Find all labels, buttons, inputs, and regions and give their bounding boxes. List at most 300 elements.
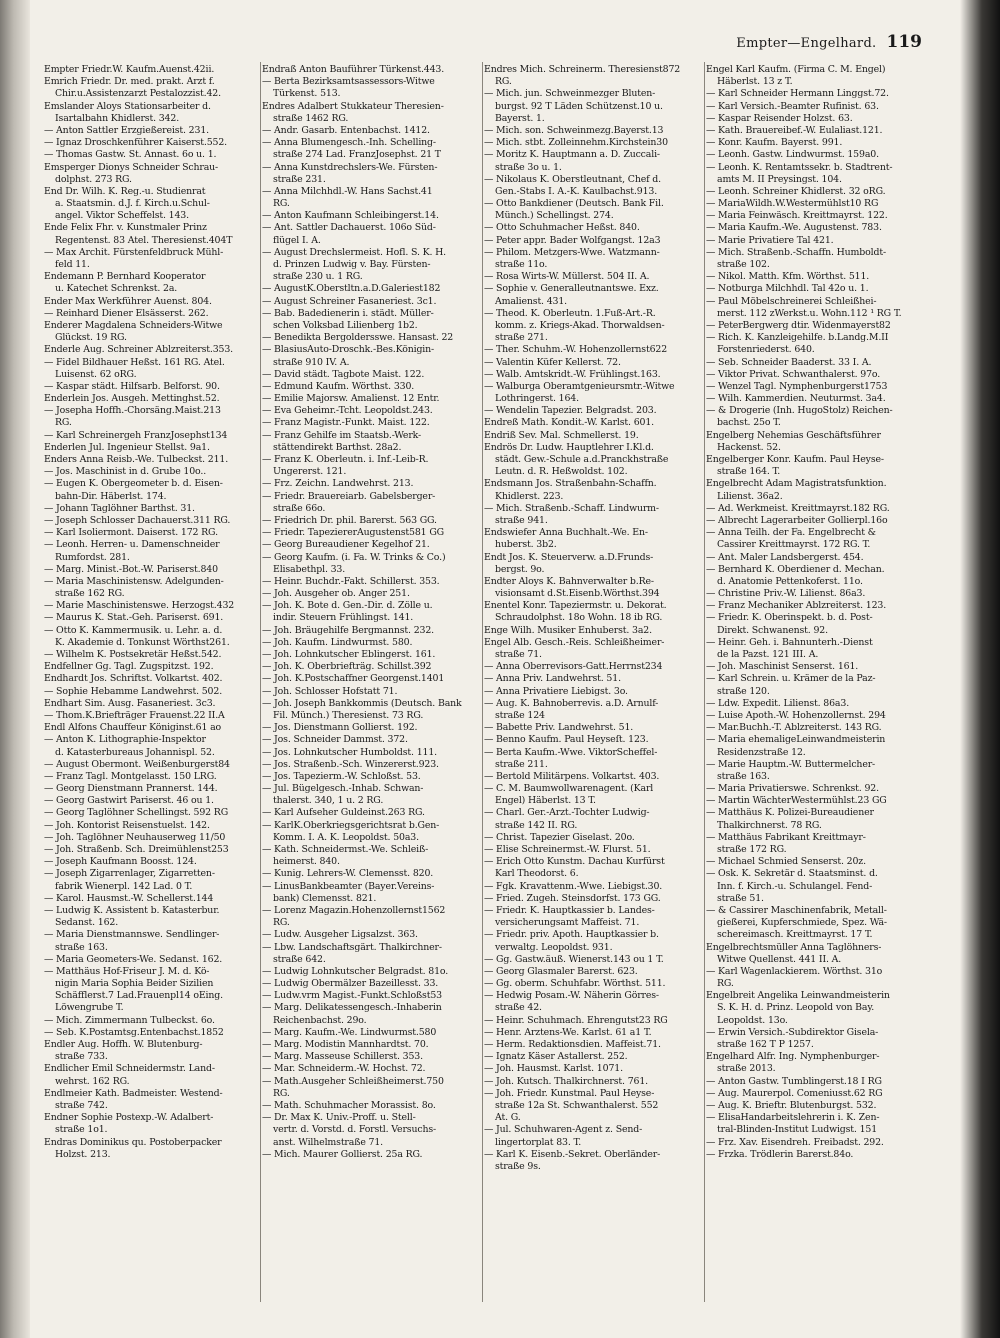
sub-entry: — Georg Bureaudiener Kegelhof 21.	[262, 539, 430, 551]
entry-continuation: straße 71.	[495, 649, 542, 660]
sub-entry: — Ant. Sattler Dachauerst. 106o Süd-	[262, 222, 436, 234]
sub-entry: — Marg. Minist.-Bot.-W. Pariserst.840	[44, 563, 218, 575]
sub-entry: — Marie Hauptm.-W. Buttermelcher-	[706, 758, 876, 770]
entry-continuation: Glückst. 19 RG.	[55, 332, 127, 344]
page-edge-shadow	[960, 0, 1000, 1338]
sub-entry: — Otto K. Kammermusik. u. Lehr. a. d.	[44, 624, 223, 636]
surname-entry: Emrich Friedr. Dr. med. prakt. Arzt f.	[44, 76, 215, 88]
surname-entry: Endrös Dr. Ludw. Hauptlehrer I.Kl.d.	[484, 441, 654, 453]
sub-entry: — Fidel Bildhauer Heßst. 161 RG. Atel.	[44, 356, 225, 368]
entry-continuation: Leopoldst. 13o.	[717, 1014, 788, 1026]
sub-entry: — Thomas Gastw. St. Annast. 6o u. 1.	[44, 149, 217, 161]
sub-entry: — Maria Kaufm.-We. Augustenst. 783.	[706, 222, 882, 234]
sub-entry: — Frz. Xav. Eisendreh. Freibadst. 292.	[706, 1136, 884, 1148]
entry-continuation: dolphst. 273 RG.	[55, 173, 132, 185]
entry-continuation: straße 941.	[495, 514, 548, 526]
entry-continuation: feld 11.	[55, 259, 90, 270]
surname-entry: Endres Mich. Schreinerm. Theresienst872	[484, 64, 681, 75]
sub-entry: — Bab. Badedienerin i. städt. Müller-	[262, 307, 434, 319]
entry-continuation: Hackenst. 52.	[717, 441, 781, 453]
entry-continuation: gießerei, Kupferschmiede, Spez. Wä-	[717, 917, 887, 929]
sub-entry: — Anton K. Lithographie-Inspektor	[44, 734, 206, 746]
sub-entry: — Mich. Maurer Gollierst. 25a RG.	[262, 1148, 423, 1160]
sub-entry: — Viktor Privat. Schwanthalerst. 97o.	[706, 368, 881, 380]
sub-entry: — Anna Privatiere Liebigst. 3o.	[484, 685, 628, 697]
entry-continuation: straße 51.	[717, 892, 764, 904]
page-number: 119	[886, 32, 922, 52]
entry-continuation: huberst. 3b2.	[495, 539, 557, 551]
entry-continuation: Schraudolphst. 18o Wohn. 18 ib RG.	[495, 612, 663, 624]
surname-entry: Endsmann Jos. Straßenbahn-Schaffn.	[484, 478, 657, 490]
sub-entry: — Jos. Lohnkutscher Humboldst. 111.	[262, 746, 437, 758]
entry-continuation: straße 910 IV. A.	[273, 356, 350, 368]
sub-entry: — Ignatz Käser Astallerst. 252.	[484, 1051, 628, 1063]
sub-entry: — Kaspar städt. Hilfsarb. Belforst. 90.	[44, 380, 220, 392]
sub-entry: — Luise Apoth.-W. Hohenzollernst. 294	[706, 709, 886, 721]
surname-entry: Endhardt Jos. Schriftst. Volkartst. 402.	[44, 673, 223, 685]
sub-entry: — Mar. Schneiderm.-W. Hochst. 72.	[262, 1063, 426, 1075]
sub-entry: — Karl Schrein. u. Krämer de la Paz-	[706, 673, 876, 685]
sub-entry: — Karl Wagenlackierem. Wörthst. 31o	[706, 965, 883, 977]
sub-entry: — Peter appr. Bader Wolfgangst. 12a3	[484, 234, 661, 246]
sub-entry: — Joh. Straßenb. Sch. Dreimühlenst253	[44, 844, 229, 855]
entry-continuation: bergst. 9o.	[495, 563, 545, 575]
sub-entry: — Joh. Kaufm. Lindwurmst. 580.	[262, 636, 413, 648]
sub-entry: — Frz. Zeichn. Landwehrst. 213.	[262, 478, 414, 490]
entry-continuation: schen Volksbad Lilienberg 1b2.	[273, 319, 418, 331]
sub-entry: — Jos. Maschinist in d. Grube 10o..	[44, 466, 207, 478]
surname-entry: End Dr. Wilh. K. Reg.-u. Studienrat	[44, 185, 206, 197]
sub-entry: — Ludwig Obermälzer Bazeillesst. 33.	[262, 978, 439, 990]
entry-continuation: bank) Clemensst. 821.	[273, 892, 377, 904]
sub-entry: — Math.Ausgeher Schleißheimerst.750	[262, 1075, 444, 1087]
entry-continuation: straße 42.	[495, 1002, 542, 1014]
surname-entry: Endlmeier Kath. Badmeister. Westend-	[44, 1087, 223, 1099]
sub-entry: — Moritz K. Hauptmann a. D. Zuccali-	[484, 149, 660, 161]
sub-entry: — Emilie Majorsw. Amalienst. 12 Entr.	[262, 393, 440, 405]
surname-entry: Enderle Aug. Schreiner Ablzreiterst.353.	[44, 344, 233, 356]
entry-continuation: Ungererst. 121.	[273, 466, 347, 478]
sub-entry: — Dr. Max K. Univ.-Proff. u. Stell-	[262, 1112, 416, 1124]
sub-entry: — Marg. Delikatessengesch.-Inhaberin	[262, 1002, 442, 1014]
sub-entry: — Jos. Straßenb.-Sch. Winzererst.923.	[262, 758, 439, 770]
sub-entry: — August Obermont. Weißenburgerst84	[44, 758, 230, 770]
sub-entry: — Friedrich Dr. phil. Barerst. 563 GG.	[262, 514, 437, 526]
sub-entry: — Fgk. Kravattenm.-Wwe. Liebigst.30.	[484, 880, 663, 892]
sub-entry: — Joh. Friedr. Kunstmal. Paul Heyse-	[484, 1087, 655, 1099]
sub-entry: — Joh. Taglöhner Neuhauserweg 11/50	[44, 831, 226, 843]
sub-entry: — Karl Schneider Hermann Linggst.72.	[706, 88, 889, 100]
entry-continuation: de la Pazst. 121 III. A.	[717, 649, 819, 660]
sub-entry: — MariaWildh.W.Westermühlst10 RG	[706, 198, 879, 210]
entry-continuation: straße 124	[495, 709, 545, 721]
surname-entry: Endfellner Gg. Tagl. Zugspitzst. 192.	[44, 661, 214, 673]
surname-entry: Engelbrechtsmüller Anna Taglöhners-	[706, 941, 882, 953]
sub-entry: — Fried. Zugeh. Steinsdorfst. 173 GG.	[484, 892, 661, 904]
surname-entry: Engelbreit Angelika Leinwandmeisterin	[706, 990, 890, 1002]
sub-entry: — Eva Geheimr.-Tcht. Leopoldst.243.	[262, 405, 433, 417]
sub-entry: — Reinhard Diener Elsässerst. 262.	[44, 307, 209, 319]
sub-entry: — Friedr. TapeziererAugustenst581 GG	[262, 527, 445, 539]
surname-entry: Emslander Aloys Stationsarbeiter d.	[44, 100, 211, 112]
sub-entry: — Franz Magistr.-Funkt. Maist. 122.	[262, 417, 430, 429]
entry-continuation: Direkt. Schwanenst. 92.	[717, 624, 828, 636]
sub-entry: — Heinr. Buchdr.-Fakt. Schillerst. 353.	[262, 575, 440, 587]
sub-entry: — Karl Aufseher Guldeinst.263 RG.	[262, 807, 425, 819]
sub-entry: — Georg Kaufm. (i. Fa. W. Trinks & Co.)	[262, 551, 446, 563]
sub-entry: — Josepha Hoffh.-Chorsäng.Maist.213	[44, 405, 221, 417]
entry-continuation: straße 12a St. Schwanthalerst. 552	[495, 1099, 659, 1111]
sub-entry: — C. M. Baumwollwarenagent. (Karl	[484, 783, 654, 795]
sub-entry: — Heinr. Geh. i. Bahnunterh.-Dienst	[706, 636, 873, 648]
sub-entry: — Walburga Oberamtgenieursmtr.-Witwe	[484, 380, 675, 392]
directory-column-3	[484, 64, 702, 1294]
sub-entry: — Georg Dienstmann Prannerst. 144.	[44, 783, 218, 795]
entry-continuation: Elisabethpl. 33.	[273, 563, 346, 575]
entry-continuation: Residenzstraße 12.	[717, 746, 806, 758]
sub-entry: — Georg Glasmaler Barerst. 623.	[484, 965, 638, 977]
surname-entry: Endlicher Emil Schneidermstr. Land-	[44, 1063, 215, 1075]
entry-continuation: visionsamt d.St.Eisenb.Wörthst.394	[495, 588, 660, 600]
entry-continuation: Fil. Münch.) Theresienst. 73 RG.	[273, 709, 424, 721]
sub-entry: — Franz K. Oberleutn. i. Inf.-Leib-R.	[262, 454, 429, 465]
surname-entry: Endler Aug. Hoffh. W. Blutenburg-	[44, 1039, 203, 1050]
entry-continuation: RG.	[495, 76, 512, 88]
directory-column-2	[262, 64, 480, 1294]
surname-entry: Endswiefer Anna Buchhalt.-We. En-	[484, 527, 648, 539]
sub-entry: — Wenzel Tagl. Nymphenburgerst1753	[706, 380, 888, 392]
sub-entry: — Anna Teilh. der Fa. Engelbrecht &	[706, 527, 876, 539]
entry-continuation: straße 102.	[717, 259, 770, 270]
sub-entry: — Joh. K.Postschaffner Georgenst.1401	[262, 673, 445, 685]
sub-entry: — Seb. K.Postamtsg.Entenbachst.1852	[44, 1026, 224, 1038]
sub-entry: — Mich. jun. Schweinmezger Bluten-	[484, 88, 656, 100]
entry-continuation: Lilienst. 36a2.	[717, 490, 783, 502]
sub-entry: — Joh. Ausgeher ob. Anger 251.	[262, 588, 410, 600]
sub-entry: — Joh. K. Bote d. Gen.-Dir. d. Zölle u.	[262, 600, 433, 612]
entry-continuation: bahn-Dir. Häberlst. 174.	[55, 490, 167, 502]
sub-entry: — Mich. Straßenb.-Schaff. Lindwurm-	[484, 502, 659, 514]
surname-entry: Enderer Magdalena Schneiders-Witwe	[44, 319, 223, 331]
surname-entry: Ender Max Werkführer Auenst. 804.	[44, 295, 212, 307]
sub-entry: — Max Archit. Fürstenfeldbruck Mühl-	[44, 246, 224, 258]
sub-entry: — Mich. son. Schweinmezg.Bayerst.13	[484, 124, 664, 136]
sub-entry: — KarlK.Oberkriegsgerichtsrat b.Gen-	[262, 819, 440, 831]
sub-entry: — Jos. Schneider Dammst. 372.	[262, 734, 408, 746]
sub-entry: — Wilh. Kammerdien. Neuturmst. 3a4.	[706, 393, 886, 405]
entry-continuation: fabrik Wienerpl. 142 Lad. 0 T.	[55, 880, 193, 892]
sub-entry: — Leonh. Schreiner Khidlerst. 32 oRG.	[706, 185, 886, 197]
sub-entry: — Sophie Hebamme Landwehrst. 502.	[44, 685, 223, 697]
sub-entry: — Ant. Maler Landsbergerst. 454.	[706, 551, 864, 563]
sub-entry: — Joh. Bräugehilfe Bergmannst. 232.	[262, 624, 434, 636]
sub-entry: — Maurus K. Stat.-Geh. Pariserst. 691.	[44, 612, 224, 624]
entry-continuation: Schäfflerst.7 Lad.Frauenpl14 oEing.	[55, 990, 223, 1002]
entry-continuation: straße 163.	[55, 941, 108, 953]
sub-entry: — Marg. Masseuse Schillerst. 353.	[262, 1051, 423, 1063]
entry-continuation: angel. Viktor Scheffelst. 143.	[55, 210, 189, 222]
surname-entry: Enderlein Jos. Ausgeh. Mettinghst.52.	[44, 393, 220, 405]
entry-continuation: komm. z. Kriegs-Akad. Thorwaldsen-	[495, 319, 665, 331]
entry-continuation: Chir.u.Assistenzarzt Pestalozzist.42.	[55, 88, 221, 100]
sub-entry: — Herm. Redaktionsdien. Maffeist.71.	[484, 1039, 661, 1050]
directory-column-4	[706, 64, 924, 1294]
surname-entry: Engelhard Alfr. Ing. Nymphenburger-	[706, 1051, 880, 1063]
sub-entry: — Rosa Wirts-W. Müllerst. 504 II. A.	[484, 271, 650, 283]
sub-entry: — Paul Möbelschreinerei Schleißhei-	[706, 295, 877, 307]
surname-entry: Emsperger Dionys Schneider Schrau-	[44, 161, 219, 173]
entry-continuation: RG.	[717, 978, 734, 990]
sub-entry: — Albrecht Lagerarbeiter Gollierpl.16o	[706, 514, 888, 526]
sub-entry: — Frzka. Trödlerin Barerst.84o.	[706, 1148, 854, 1160]
sub-entry: — Kath. Brauereibef.-W. Eulaliast.121.	[706, 124, 883, 136]
sub-entry: — Joseph Zigarrenlager, Zigarretten-	[44, 868, 215, 880]
entry-continuation: straße 231.	[273, 173, 326, 185]
entry-continuation: heimerst. 840.	[273, 856, 340, 868]
entry-continuation: u. Katechet Schrenkst. 2a.	[55, 283, 178, 295]
entry-continuation: RG.	[273, 917, 290, 929]
surname-entry: Endras Dominikus qu. Postoberpacker	[44, 1136, 222, 1148]
sub-entry: — Georg Gastwirt Pariserst. 46 ou 1.	[44, 795, 214, 807]
sub-entry: — Osk. K. Sekretär d. Staatsminst. d.	[706, 868, 878, 880]
entry-continuation: Karl Theodorst. 6.	[495, 868, 579, 880]
sub-entry: — Maria Privatierswe. Schrenkst. 92.	[706, 783, 879, 795]
sub-entry: — Mar.Buchh.-T. Ablzreiterst. 143 RG.	[706, 722, 882, 734]
sub-entry: — Walb. Amtskridt.-W. Frühlingst.163.	[484, 368, 661, 380]
entry-continuation: d. Prinzen Ludwig v. Bay. Fürsten-	[273, 259, 431, 270]
entry-continuation: Witwe Quellenst. 441 II. A.	[717, 953, 842, 965]
sub-entry: — Anton Sattler Erzgießereist. 231.	[44, 124, 209, 136]
surname-entry: Ende Felix Fhr. v. Kunstmaler Prinz	[44, 222, 207, 234]
sub-entry: — BlasiusAuto-Droschk.-Bes.Königin-	[262, 344, 435, 356]
sub-entry: — Erwin Versich.-Subdirektor Gisela-	[706, 1026, 879, 1038]
sub-entry: — Leonh. Gastw. Lindwurmst. 159a0.	[706, 149, 879, 161]
sub-entry: — Sophie v. Generalleutnantswe. Exz.	[484, 283, 659, 295]
sub-entry: — Friedr. K. Hauptkassier b. Landes-	[484, 904, 655, 916]
entry-continuation: S. K. H. d. Prinz. Leopold von Bay.	[717, 1002, 875, 1014]
sub-entry: — Ludwig Lohnkutscher Belgradst. 81o.	[262, 965, 449, 977]
sub-entry: — Theod. K. Oberleutn. 1.Fuß-Art.-R.	[484, 307, 656, 319]
sub-entry: — Otto Schuhmacher Heßst. 840.	[484, 222, 640, 234]
entry-continuation: Regentenst. 83 Atel. Theresienst.404T	[55, 234, 233, 246]
entry-continuation: städt. Gew.-Schule a.d.Pranckhstraße	[495, 454, 669, 465]
sub-entry: — Marie Maschinistenswe. Herzogst.432	[44, 600, 235, 612]
sub-entry: — Wendelin Tapezier. Belgradst. 203.	[484, 405, 657, 417]
column-rule	[704, 62, 705, 1302]
sub-entry: — Matthäus K. Polizei-Bureaudiener	[706, 807, 874, 819]
entry-continuation: stättendirekt Barthst. 28a2.	[273, 441, 402, 453]
sub-entry: — Philom. Metzgers-Wwe. Watzmann-	[484, 246, 660, 258]
entry-continuation: Forstenriederst. 640.	[717, 344, 815, 356]
sub-entry: — Ther. Schuhm.-W. Hohenzollernst622	[484, 344, 668, 356]
entry-continuation: Münch.) Schellingst. 274.	[495, 210, 614, 222]
sub-entry: — Franz Mechaniker Ablzreiterst. 123.	[706, 600, 887, 612]
surname-entry: Enderlen Jul. Ingenieur Stellst. 9a1.	[44, 441, 210, 453]
entry-continuation: straße 1o1.	[55, 1124, 108, 1136]
sub-entry: — Maria Feinwäsch. Kreittmayrst. 122.	[706, 210, 888, 222]
sub-entry: — Benedikta Bergoldersswe. Hansast. 22	[262, 332, 454, 344]
entry-continuation: burgst. 92 T Läden Schützenst.10 u.	[495, 100, 663, 112]
sub-entry: — Anna Kunstdrechslers-We. Fürsten-	[262, 161, 438, 173]
sub-entry: — Leonh. K. Rentamtssekr. b. Stadtrent-	[706, 161, 893, 173]
sub-entry: — Gg. oberm. Schuhfabr. Wörthst. 511.	[484, 978, 666, 990]
sub-entry: — Heinr. Schuhmach. Ehrengutst23 RG	[484, 1014, 668, 1026]
entry-continuation: indir. Steuern Frühlingst. 141.	[273, 612, 414, 624]
entry-continuation: RG.	[55, 417, 72, 429]
entry-continuation: Gen.-Stabs I. A.-K. Kaulbachst.913.	[495, 185, 658, 197]
surname-entry: Engelbrecht Adam Magistratsfunktion.	[706, 478, 887, 490]
entry-continuation: verwaltg. Leopoldst. 931.	[495, 941, 613, 953]
surname-entry: Endraß Anton Bauführer Türkenst.443.	[262, 64, 445, 75]
sub-entry: — Joh. Kontorist Reisenstuelst. 142.	[44, 819, 210, 831]
entry-continuation: Rumfordst. 281.	[55, 551, 130, 563]
sub-entry: — Anna Priv. Landwehrst. 51.	[484, 673, 621, 685]
sub-entry: — Joh. Hausmst. Karlst. 1071.	[484, 1063, 623, 1075]
entry-continuation: straße 163.	[717, 770, 770, 782]
sub-entry: — Jul. Schuhwaren-Agent z. Send-	[484, 1124, 643, 1136]
sub-entry: — Joh. Kutsch. Thalkirchnerst. 761.	[484, 1075, 648, 1087]
entry-continuation: bachst. 25o T.	[717, 417, 781, 429]
entry-continuation: straße 211.	[495, 758, 548, 770]
sub-entry: — Bertold Militärpens. Volkartst. 403.	[484, 770, 660, 782]
sub-entry: — Mich. Zimmermann Tulbeckst. 6o.	[44, 1014, 215, 1026]
entry-continuation: Cassirer Kreittmayrst. 172 RG. T.	[717, 539, 871, 551]
sub-entry: — Charl. Ger.-Arzt.-Tochter Ludwig-	[484, 807, 650, 819]
sub-entry: — Lbw. Landschaftsgärt. Thalkirchner-	[262, 941, 442, 953]
surname-entry: Engel Alb. Gesch.-Reis. Schleißheimer-	[484, 636, 665, 648]
sub-entry: — Otto Bankdiener (Deutsch. Bank Fil.	[484, 198, 664, 210]
sub-entry: — Math. Schuhmacher Morassist. 8o.	[262, 1099, 436, 1111]
sub-entry: — Anton Gastw. Tumblingerst.18 I RG	[706, 1075, 882, 1087]
sub-entry: — Franz Gehilfe im Staatsb.-Werk-	[262, 429, 422, 441]
sub-entry: — Friedr. K. Oberinspekt. b. d. Post-	[706, 612, 873, 624]
sub-entry: — Maria Dienstmannswe. Sendlinger-	[44, 929, 220, 941]
sub-entry: — Kaspar Reisender Holzst. 63.	[706, 112, 853, 124]
sub-entry: — Maria Maschinistensw. Adelgunden-	[44, 575, 224, 587]
entry-continuation: Häberlst. 13 z T.	[717, 76, 793, 88]
sub-entry: — Christine Priv.-W. Lilienst. 86a3.	[706, 588, 866, 600]
sub-entry: — Georg Taglöhner Schellingst. 592 RG	[44, 807, 229, 819]
sub-entry: — Joh. Lohnkutscher Eblingerst. 161.	[262, 649, 436, 660]
entry-continuation: d. Anatomie Pettenkoferst. 11o.	[717, 575, 863, 587]
sub-entry: — Bernhard K. Oberdiener d. Mechan.	[706, 563, 885, 575]
entry-continuation: tral-Blinden-Institut Ludwigst. 151	[717, 1124, 878, 1136]
surname-entry: Enentel Konr. Tapeziermstr. u. Dekorat.	[484, 600, 667, 612]
entry-continuation: flügel I. A.	[273, 234, 321, 246]
entry-continuation: Amalienst. 431.	[495, 295, 567, 307]
sub-entry: — Mich. stbt. Zolleinnehm.Kirchstein30	[484, 137, 668, 149]
sub-entry: — David städt. Tagbote Maist. 122.	[262, 368, 425, 380]
sub-entry: — August Schreiner Fasaneriest. 3c1.	[262, 295, 437, 307]
sub-entry: — Kunig. Lehrers-W. Clemensst. 820.	[262, 868, 434, 880]
sub-entry: — Nikolaus K. Oberstleutnant, Chef d.	[484, 173, 661, 185]
surname-entry: Engelberg Nehemias Geschäftsführer	[706, 429, 881, 441]
sub-entry: — Anton Kaufmann Schleibingerst.14.	[262, 210, 439, 222]
sub-entry: — Mich. Straßenb.-Schaffn. Humboldt-	[706, 246, 886, 258]
column-rule	[482, 62, 483, 1302]
sub-entry: — Ludw.vrm Magist.-Funkt.Schloßst53	[262, 990, 442, 1002]
entry-continuation: straße 271.	[495, 332, 548, 344]
entry-continuation: amts M. II Preysingst. 104.	[717, 173, 842, 185]
sub-entry: — Matthäus Fabrikant Kreittmayr-	[706, 831, 866, 843]
sub-entry: — Berta Kaufm.-Wwe. ViktorScheffel-	[484, 746, 658, 758]
surname-entry: Endriß Sev. Mal. Schmellerst. 19.	[484, 429, 639, 441]
entry-continuation: K. Akademie d. Tonkunst Wörthst261.	[55, 636, 230, 648]
sub-entry: — Aug. K. Bahnoberrevis. a.D. Arnulf-	[484, 697, 659, 709]
entry-continuation: Luisenst. 62 oRG.	[55, 368, 137, 380]
sub-entry: — Maria Geometers-We. Sedanst. 162.	[44, 953, 223, 965]
sub-entry: — Ad. Werkmeist. Kreittmayrst.182 RG.	[706, 502, 890, 514]
surname-entry: Endl Alfons Chauffeur Königinst.61 ao	[44, 722, 222, 734]
sub-entry: — Ludw. Ausgeher Ligsalzst. 363.	[262, 929, 418, 941]
sub-entry: — Wilhelm K. Postsekretär Heßst.542.	[44, 649, 222, 660]
sub-entry: — Elise Schreinermst.-W. Flurst. 51.	[484, 844, 651, 855]
entry-continuation: nigin Maria Sophia Beider Sizilien	[55, 978, 214, 990]
entry-continuation: Sedanst. 162.	[55, 917, 119, 929]
sub-entry: — Joh. Schlosser Hofstatt 71.	[262, 685, 398, 697]
surname-entry: Endhart Sim. Ausg. Fasaneriest. 3c3.	[44, 697, 216, 709]
entry-continuation: At. G.	[495, 1112, 521, 1124]
sub-entry: — Babette Priv. Landwehrst. 51.	[484, 722, 634, 734]
entry-continuation: Reichenbachst. 29o.	[273, 1014, 367, 1026]
sub-entry: — Marg. Kaufm.-We. Lindwurmst.580	[262, 1026, 437, 1038]
entry-continuation: straße 11o.	[495, 259, 548, 270]
sub-entry: — Joseph Kaufmann Boosst. 124.	[44, 856, 197, 868]
entry-continuation: schereimasch. Kreittmayrst. 17 T.	[717, 929, 873, 941]
sub-entry: — Gg. Gastw.äuß. Wienerst.143 ou 1 T.	[484, 953, 664, 965]
surname-entry: Enders Anna Reisb.-We. Tulbeckst. 211.	[44, 454, 229, 465]
sub-entry: — Rich. K. Kanzleigehilfe. b.Landg.M.II	[706, 332, 889, 344]
surname-entry: Empter Friedr.W. Kaufm.Auenst.42ⅱ.	[44, 64, 215, 75]
entry-continuation: vertr. d. Vorstd. d. Forstl. Versuchs-	[273, 1124, 437, 1136]
entry-continuation: anst. Wilhelmstraße 71.	[273, 1136, 384, 1148]
sub-entry: — Karl Versich.-Beamter Rufinist. 63.	[706, 100, 879, 112]
entry-continuation: a. Staatsmin. d.J. f. Kirch.u.Schul-	[55, 198, 210, 210]
sub-entry: — August Drechslermeist. Hofl. S. K. H.	[262, 246, 446, 258]
sub-entry: — Michael Schmied Senserst. 20z.	[706, 856, 866, 868]
sub-entry: — Lorenz Magazin.Hohenzollernst1562	[262, 904, 446, 916]
entry-continuation: Inn. f. Kirch.-u. Schulangel. Fend-	[717, 880, 873, 892]
sub-entry: — Anna Oberrevisors-Gatt.Herrnst234	[484, 661, 663, 673]
sub-entry: — & Cassirer Maschinenfabrik, Metall-	[706, 904, 887, 916]
entry-continuation: straße 172 RG.	[717, 844, 787, 855]
sub-entry: — AugustK.Oberstltn.a.D.Galeriest182	[262, 283, 441, 295]
entry-continuation: straße 164. T.	[717, 466, 781, 478]
sub-entry: — Karl K. Eisenb.-Sekret. Oberländer-	[484, 1148, 661, 1160]
sub-entry: — & Drogerie (Inh. HugoStolz) Reichen-	[706, 405, 893, 417]
sub-entry: — Ignaz Droschkenführer Kaiserst.552.	[44, 137, 227, 149]
entry-continuation: Komm. I. A. K. Leopoldst. 50a3.	[273, 831, 419, 843]
entry-continuation: Löwengrube T.	[55, 1002, 124, 1014]
directory-column-1	[44, 64, 259, 1294]
sub-entry: — Maria ehemaligeLeinwandmeisterin	[706, 734, 886, 746]
entry-continuation: straße 1462 RG.	[273, 112, 349, 124]
entry-continuation: straße 230 u. 1 RG.	[273, 271, 363, 283]
sub-entry: — Christ. Tapezier Giselast. 20o.	[484, 831, 635, 843]
sub-entry: — Edmund Kaufm. Wörthst. 330.	[262, 380, 415, 392]
sub-entry: — Johann Taglöhner Barthst. 31.	[44, 502, 195, 514]
sub-entry: — Seb. Schneider Baaderst. 33 I. A.	[706, 356, 872, 368]
sub-entry: — Anna Milchhdl.-W. Hans Sachst.41	[262, 185, 433, 197]
entry-continuation: straße 162 RG.	[55, 588, 125, 600]
entry-continuation: d. Katasterbureaus Johannispl. 52.	[55, 746, 215, 758]
surname-entry: Endter Aloys K. Bahnverwalter b.Re-	[484, 575, 654, 587]
sub-entry: — Friedr. priv. Apoth. Hauptkassier b.	[484, 929, 659, 941]
sub-entry: — Aug. Maurerpol. Comeniusst.62 RG	[706, 1087, 883, 1099]
entry-continuation: straße 642.	[273, 953, 326, 965]
entry-continuation: Holzst. 213.	[55, 1148, 111, 1160]
entry-continuation: Thalkirchnerst. 78 RG.	[717, 819, 822, 831]
